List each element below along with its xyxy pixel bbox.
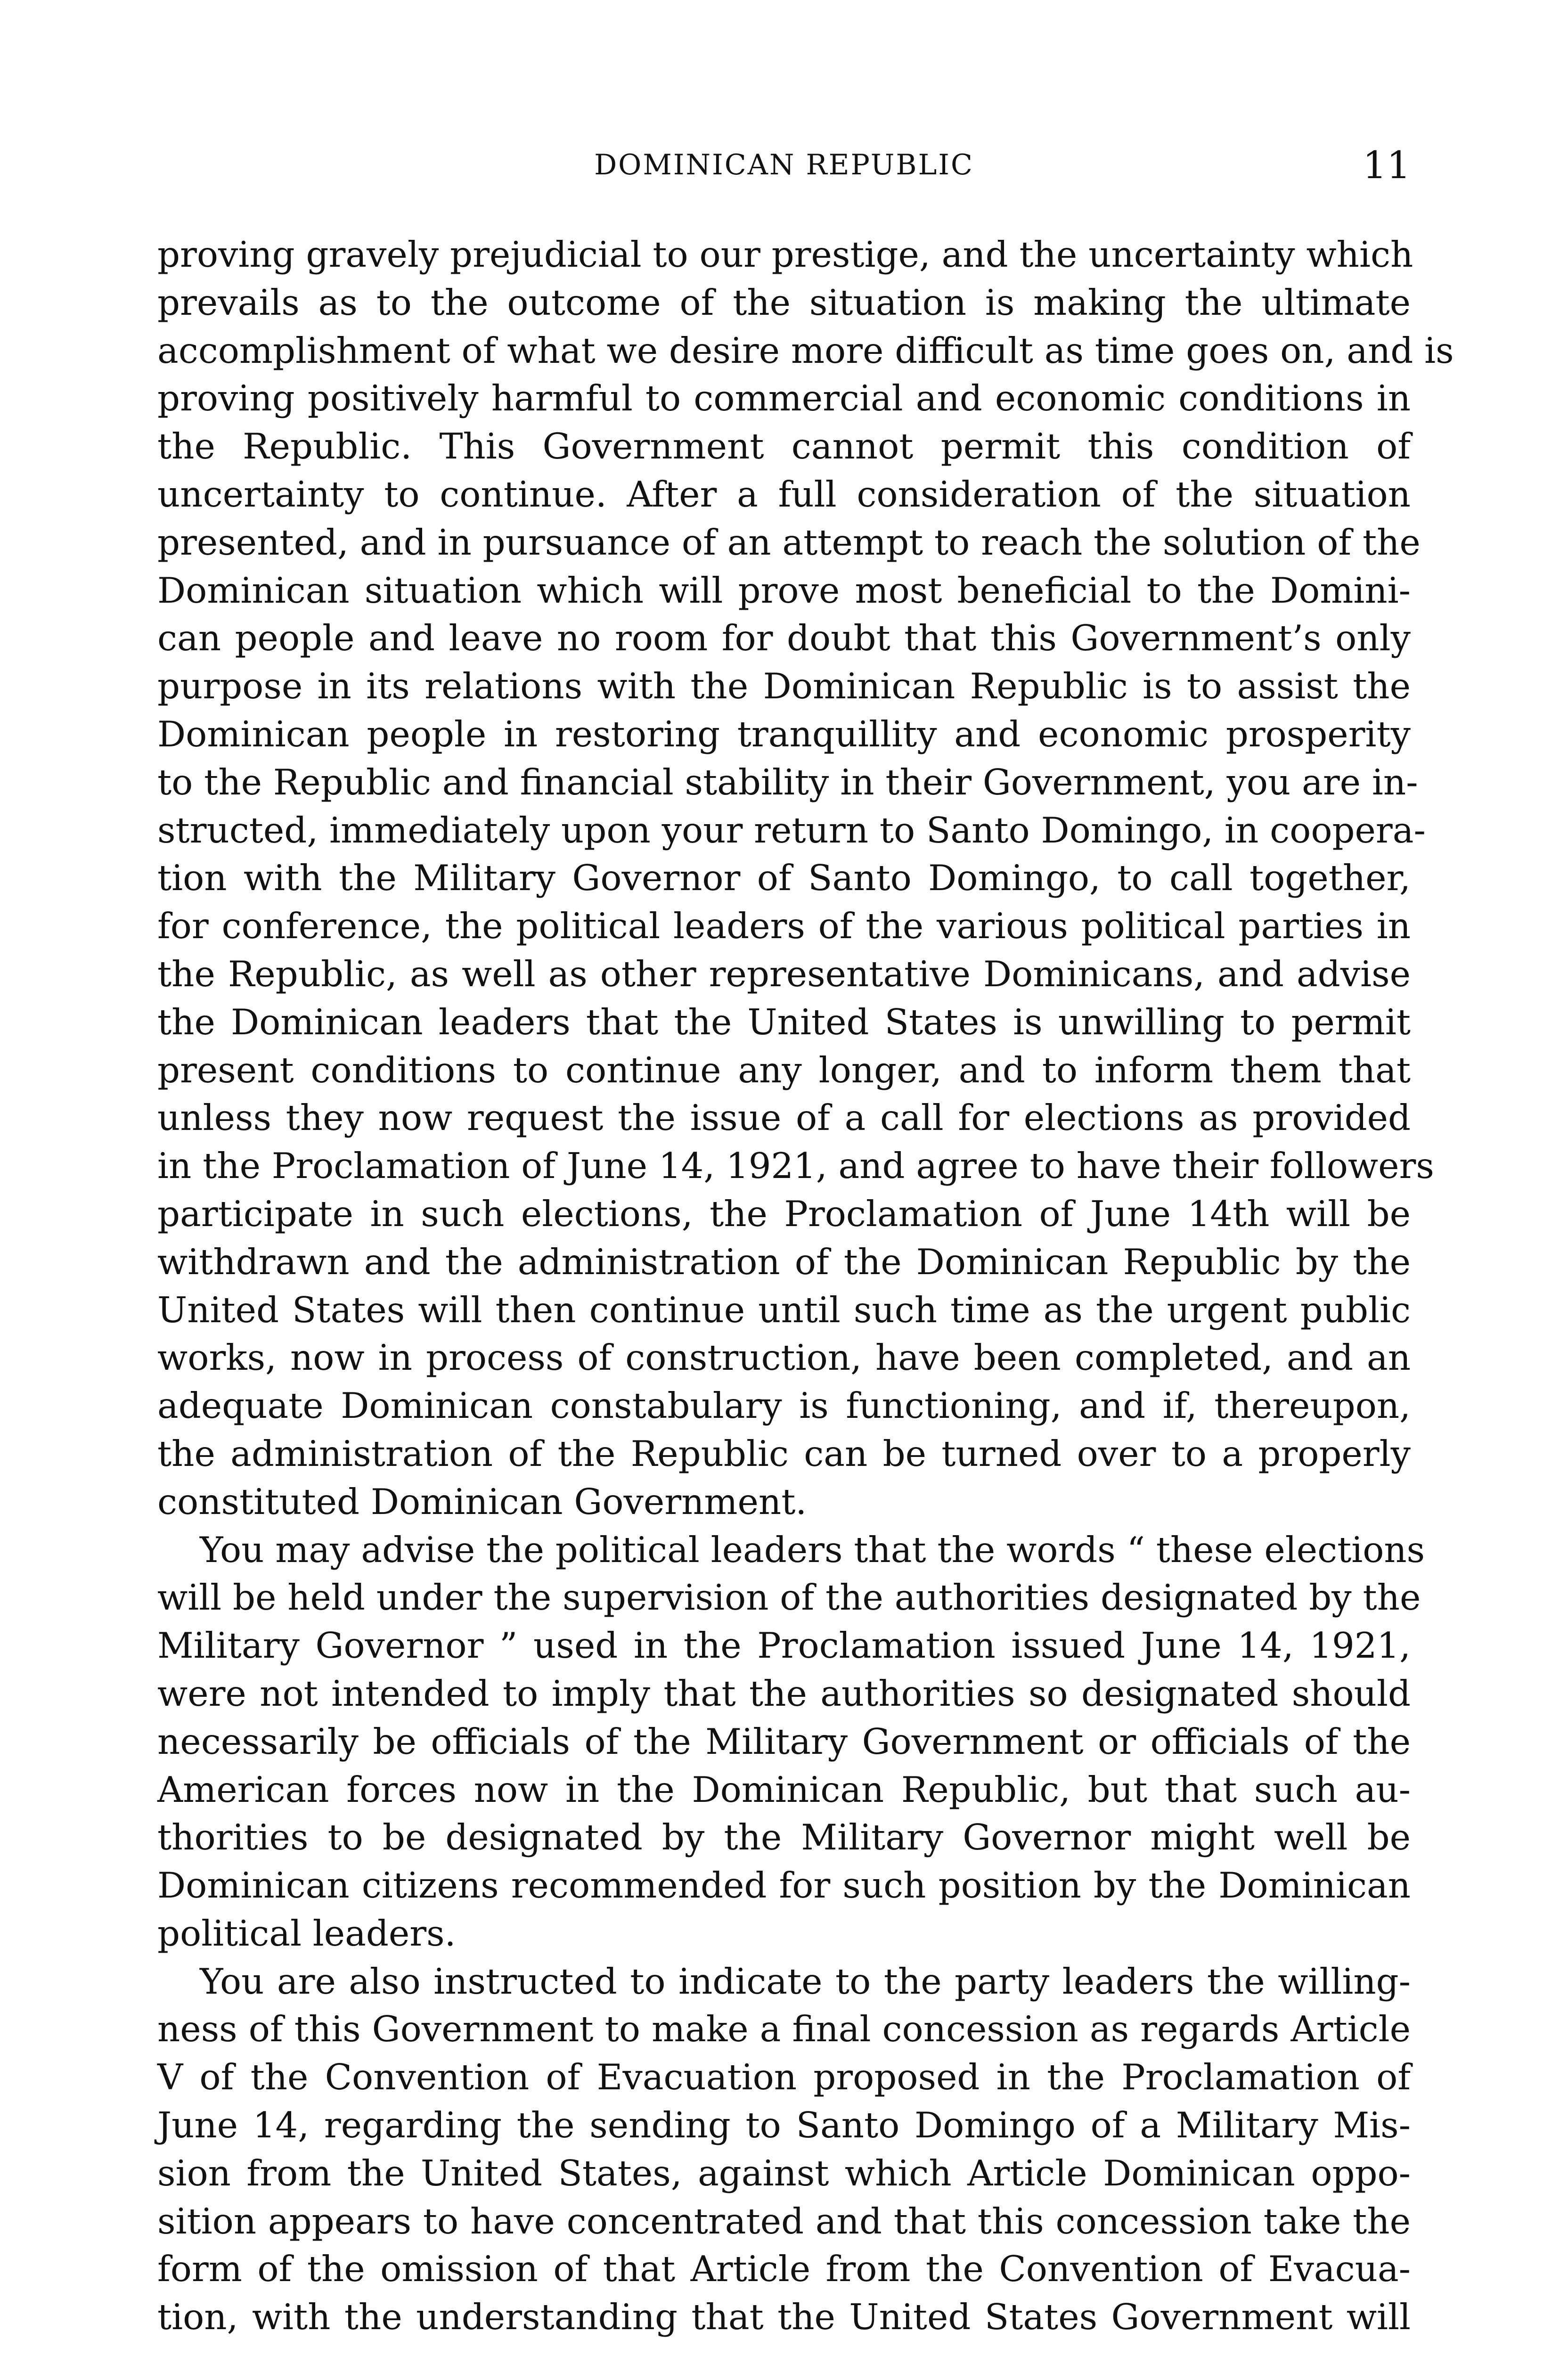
text-line: accomplishment of what we desire more difficult as time goes on, and is <box>157 329 1454 371</box>
text-line: will be held under the supervision of the authorities designated by the <box>157 1577 1421 1619</box>
text-line: to the Republic and financial stability in their Government, you are in- <box>157 761 1418 803</box>
paragraph <box>157 1526 1425 1958</box>
text-line: thorities to be designated by the Military Governor might well be <box>157 1816 1411 1858</box>
text-line: the Dominican leaders that the United States is unwilling to permit <box>157 1001 1411 1043</box>
text-line: prevails as to the outcome of the situation is making the ultimate <box>157 281 1411 323</box>
text-line: United States will then continue until such time as the urgent public <box>157 1289 1411 1331</box>
text-line: American forces now in the Dominican Republic, but that such au- <box>157 1768 1411 1810</box>
running-head: DOMINICAN REPUBLIC <box>594 148 974 181</box>
text-line: purpose in its relations with the Dominican Republic is to assist the <box>157 665 1411 707</box>
paragraph <box>157 231 1454 1526</box>
text-line: can people and leave no room for doubt that this Government’s only <box>157 617 1411 659</box>
page-header <box>157 144 1411 196</box>
text-line: withdrawn and the administration of the Dominican Republic by the <box>157 1241 1411 1283</box>
text-line: in the Proclamation of June 14, 1921, and agree to have their followers <box>157 1145 1434 1187</box>
text-line: V of the Convention of Evacuation proposed in the Proclamation of <box>157 2056 1411 2098</box>
text-line: You are also instructed to indicate to the party leaders the willing- <box>200 1960 1411 2002</box>
text-line: ness of this Government to make a final concession as regards Article <box>157 2008 1411 2050</box>
text-line: sion from the United States, against which Article Dominican oppo- <box>157 2152 1411 2194</box>
text-line: were not intended to imply that the authorities so designated should <box>157 1672 1411 1714</box>
page-number: 11 <box>1363 143 1411 187</box>
text-line: tion, with the understanding that the United States Government will <box>157 2296 1411 2338</box>
text-line: unless they now request the issue of a call for elections as provided <box>157 1097 1411 1139</box>
text-line: presented, and in pursuance of an attempt to reach the solution of the <box>157 521 1421 563</box>
text-line: political leaders. <box>157 1912 456 1954</box>
text-line: uncertainty to continue. After a full consideration of the situation <box>157 473 1411 515</box>
text-line: proving positively harmful to commercial and economic conditions in <box>157 377 1411 419</box>
text-line: constituted Dominican Government. <box>157 1481 807 1522</box>
text-line: the Republic. This Government cannot permit this condition of <box>157 425 1411 467</box>
text-line: participate in such elections, the Proclamation of June 14th will be <box>157 1193 1411 1235</box>
body-text <box>157 231 1454 2341</box>
text-line: form of the omission of that Article from the Convention of Evacua- <box>157 2248 1411 2290</box>
text-line: June 14, regarding the sending to Santo Domingo of a Military Mis- <box>157 2104 1411 2146</box>
text-line: adequate Dominican constabulary is functioning, and if, thereupon, <box>157 1385 1411 1427</box>
paragraph <box>157 1958 1411 2341</box>
text-line: necessarily be officials of the Military Government or officials of the <box>157 1720 1411 1762</box>
text-line: for conference, the political leaders of the various political parties in <box>157 905 1411 947</box>
text-line: the administration of the Republic can be turned over to a properly <box>157 1432 1411 1474</box>
text-line: Dominican citizens recommended for such position by the Dominican <box>157 1865 1411 1906</box>
text-line: You may advise the political leaders that the words “ these elections <box>200 1529 1425 1571</box>
text-line: structed, immediately upon your return to Santo Domingo, in coopera- <box>157 809 1426 851</box>
text-line: sition appears to have concentrated and that this concession take the <box>157 2200 1411 2242</box>
text-line: Military Governor ” used in the Proclamation issued June 14, 1921, <box>157 1625 1411 1667</box>
text-line: works, now in process of construction, have been completed, and an <box>157 1337 1411 1379</box>
text-line: tion with the Military Governor of Santo Domingo, to call together, <box>157 857 1411 899</box>
text-line: Dominican situation which will prove most beneficial to the Domini- <box>157 569 1411 611</box>
text-line: the Republic, as well as other representative Dominicans, and advise <box>157 953 1411 995</box>
text-line: Dominican people in restoring tranquillity and economic prosperity <box>157 713 1411 755</box>
text-line: present conditions to continue any longer, and to inform them that <box>157 1049 1411 1091</box>
text-line: proving gravely prejudicial to our prestige, and the uncertainty which <box>157 234 1413 275</box>
